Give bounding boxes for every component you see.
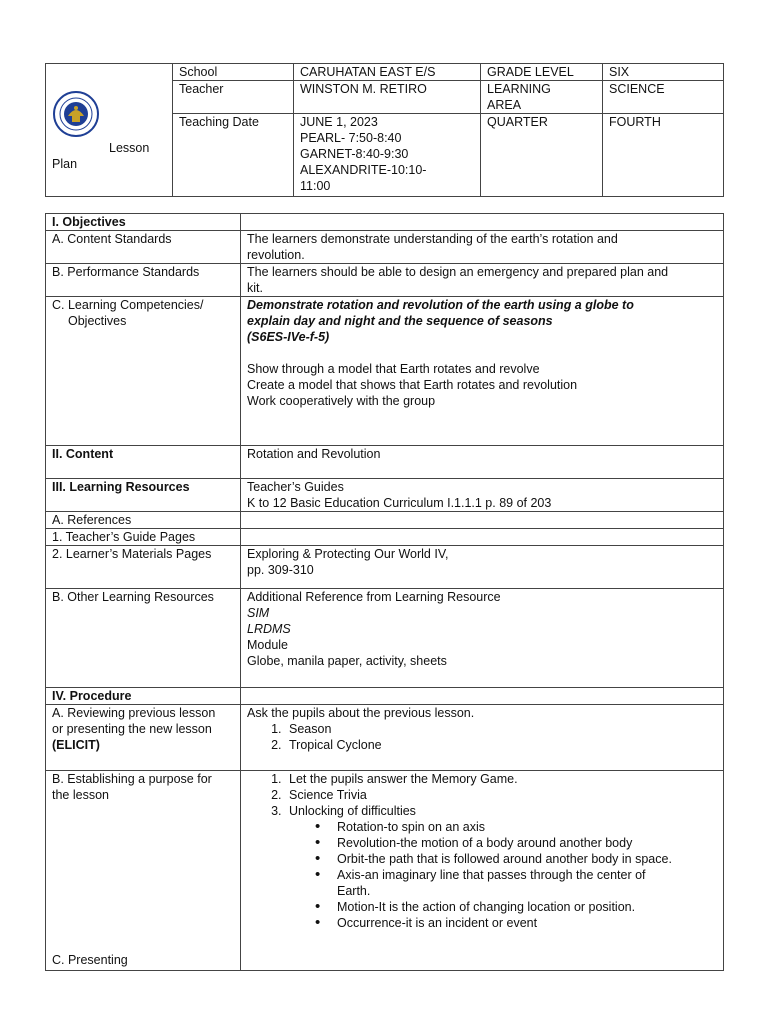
teachers-guide-label: 1. Teacher’s Guide Pages — [46, 529, 241, 546]
content-value: Rotation and Revolution — [241, 446, 724, 479]
bullet-item: • Motion-It is the action of changing location or position. — [337, 899, 717, 915]
competencies-value — [241, 297, 724, 446]
competency-line: Demonstrate rotation and revolution of the earth using a globe to — [247, 298, 634, 312]
text-line: Ask the pupils about the previous lesson. — [247, 706, 475, 720]
bullet-item: • Occurrence-it is an incident or event — [337, 915, 717, 931]
date-line: 11:00 — [300, 179, 331, 193]
content-standards-label: A. Content Standards — [46, 231, 241, 264]
empty-cell — [241, 529, 724, 546]
procedure-a-value — [241, 705, 724, 771]
procedure-a-label — [46, 705, 241, 771]
text-line: B. Establishing a purpose for — [52, 772, 212, 786]
competency-line: (S6ES-IVe-f-5) — [247, 330, 330, 344]
list-item: 2. Tropical Cyclone — [285, 737, 717, 753]
text-line: Objectives — [68, 314, 127, 328]
content-heading: II. Content — [46, 446, 241, 479]
performance-standards-value — [241, 264, 724, 297]
text-line: Globe, manila paper, activity, sheets — [247, 654, 447, 668]
deped-seal-icon — [52, 90, 100, 138]
teacher-value: WINSTON M. RETIRO — [294, 81, 481, 114]
bullet-item — [337, 867, 717, 899]
empty-cell — [241, 512, 724, 529]
header-table — [45, 63, 724, 197]
lesson-plan-label-2: Plan — [52, 157, 78, 171]
text-line: SIM — [247, 606, 270, 620]
procedure-b-value — [241, 771, 724, 971]
area-label — [481, 81, 603, 114]
grade-label: GRADE LEVEL — [481, 64, 603, 81]
objective-line: Work cooperatively with the group — [247, 394, 436, 408]
empty-cell — [241, 688, 724, 705]
date-line: GARNET-8:40-9:30 — [300, 147, 409, 161]
quarter-label: QUARTER — [481, 114, 603, 197]
school-value: CARUHATAN EAST E/S — [294, 64, 481, 81]
school-label: School — [173, 64, 294, 81]
teacher-label: Teacher — [173, 81, 294, 114]
bullet-item: • Rotation-to spin on an axis — [337, 819, 717, 835]
text-line: The learners demonstrate understanding of the earth’s rotation and — [247, 232, 618, 246]
date-value — [294, 114, 481, 197]
list-item: 1. Let the pupils answer the Memory Game. — [285, 771, 717, 787]
text-line: (ELICIT) — [52, 738, 100, 752]
procedure-c-label: C. Presenting — [52, 953, 128, 967]
objective-line: Create a model that shows that Earth rotates and revolution — [247, 378, 578, 392]
area-label-line-2: AREA — [487, 98, 522, 112]
text-line: pp. 309-310 — [247, 563, 314, 577]
bullet-item: • Revolution-the motion of a body around another body — [337, 835, 717, 851]
objectives-heading: I. Objectives — [46, 214, 241, 231]
empty-cell — [241, 214, 724, 231]
area-label-line-1: LEARNING — [487, 82, 551, 96]
text-line: Module — [247, 638, 288, 652]
text-line: Teacher’s Guides — [247, 480, 344, 494]
date-label: Teaching Date — [173, 114, 294, 197]
logo-cell — [46, 64, 173, 197]
resources-value — [241, 479, 724, 512]
procedure-heading: IV. Procedure — [46, 688, 241, 705]
competencies-label — [46, 297, 241, 446]
date-line: ALEXANDRITE-10:10- — [300, 163, 427, 177]
list-item: 3. Unlocking of difficulties — [285, 803, 717, 819]
resources-heading: III. Learning Resources — [46, 479, 241, 512]
content-standards-value — [241, 231, 724, 264]
grade-value: SIX — [603, 64, 724, 81]
text-line: Earth. — [337, 884, 371, 898]
text-line: revolution. — [247, 248, 305, 262]
text-line: Exploring & Protecting Our World IV, — [247, 547, 449, 561]
text-line: Additional Reference from Learning Resource — [247, 590, 501, 604]
text-line: LRDMS — [247, 622, 291, 636]
references-label: A. References — [46, 512, 241, 529]
date-line: PEARL- 7:50-8:40 — [300, 131, 402, 145]
text-line: kit. — [247, 281, 263, 295]
list-item: 2. Science Trivia — [285, 787, 717, 803]
text-line: A. Reviewing previous lesson — [52, 706, 216, 720]
other-resources-value — [241, 589, 724, 688]
area-value: SCIENCE — [603, 81, 724, 114]
text-line: C. Learning Competencies/ — [52, 298, 204, 312]
learners-materials-label: 2. Learner’s Materials Pages — [46, 546, 241, 589]
text-line: or presenting the new lesson — [52, 722, 212, 736]
text-line: the lesson — [52, 788, 109, 802]
learners-materials-value — [241, 546, 724, 589]
procedure-b-label — [46, 771, 241, 971]
text-line: • Axis-an imaginary line that passes through the center of — [337, 868, 646, 882]
text-line: The learners should be able to design an emergency and prepared plan and — [247, 265, 669, 279]
quarter-value: FOURTH — [603, 114, 724, 197]
bullet-item: • Orbit-the path that is followed around another body in space. — [337, 851, 717, 867]
text-line: K to 12 Basic Education Curriculum I.1.1.1 p. 89 of 203 — [247, 496, 552, 510]
list-item: 1. Season — [285, 721, 717, 737]
performance-standards-label: B. Performance Standards — [46, 264, 241, 297]
other-resources-label: B. Other Learning Resources — [46, 589, 241, 688]
competency-line: explain day and night and the sequence of seasons — [247, 314, 553, 328]
lesson-table — [45, 213, 724, 971]
date-line: JUNE 1, 2023 — [300, 115, 378, 129]
objective-line: Show through a model that Earth rotates and revolve — [247, 362, 540, 376]
lesson-plan-label: Lesson — [109, 141, 150, 155]
